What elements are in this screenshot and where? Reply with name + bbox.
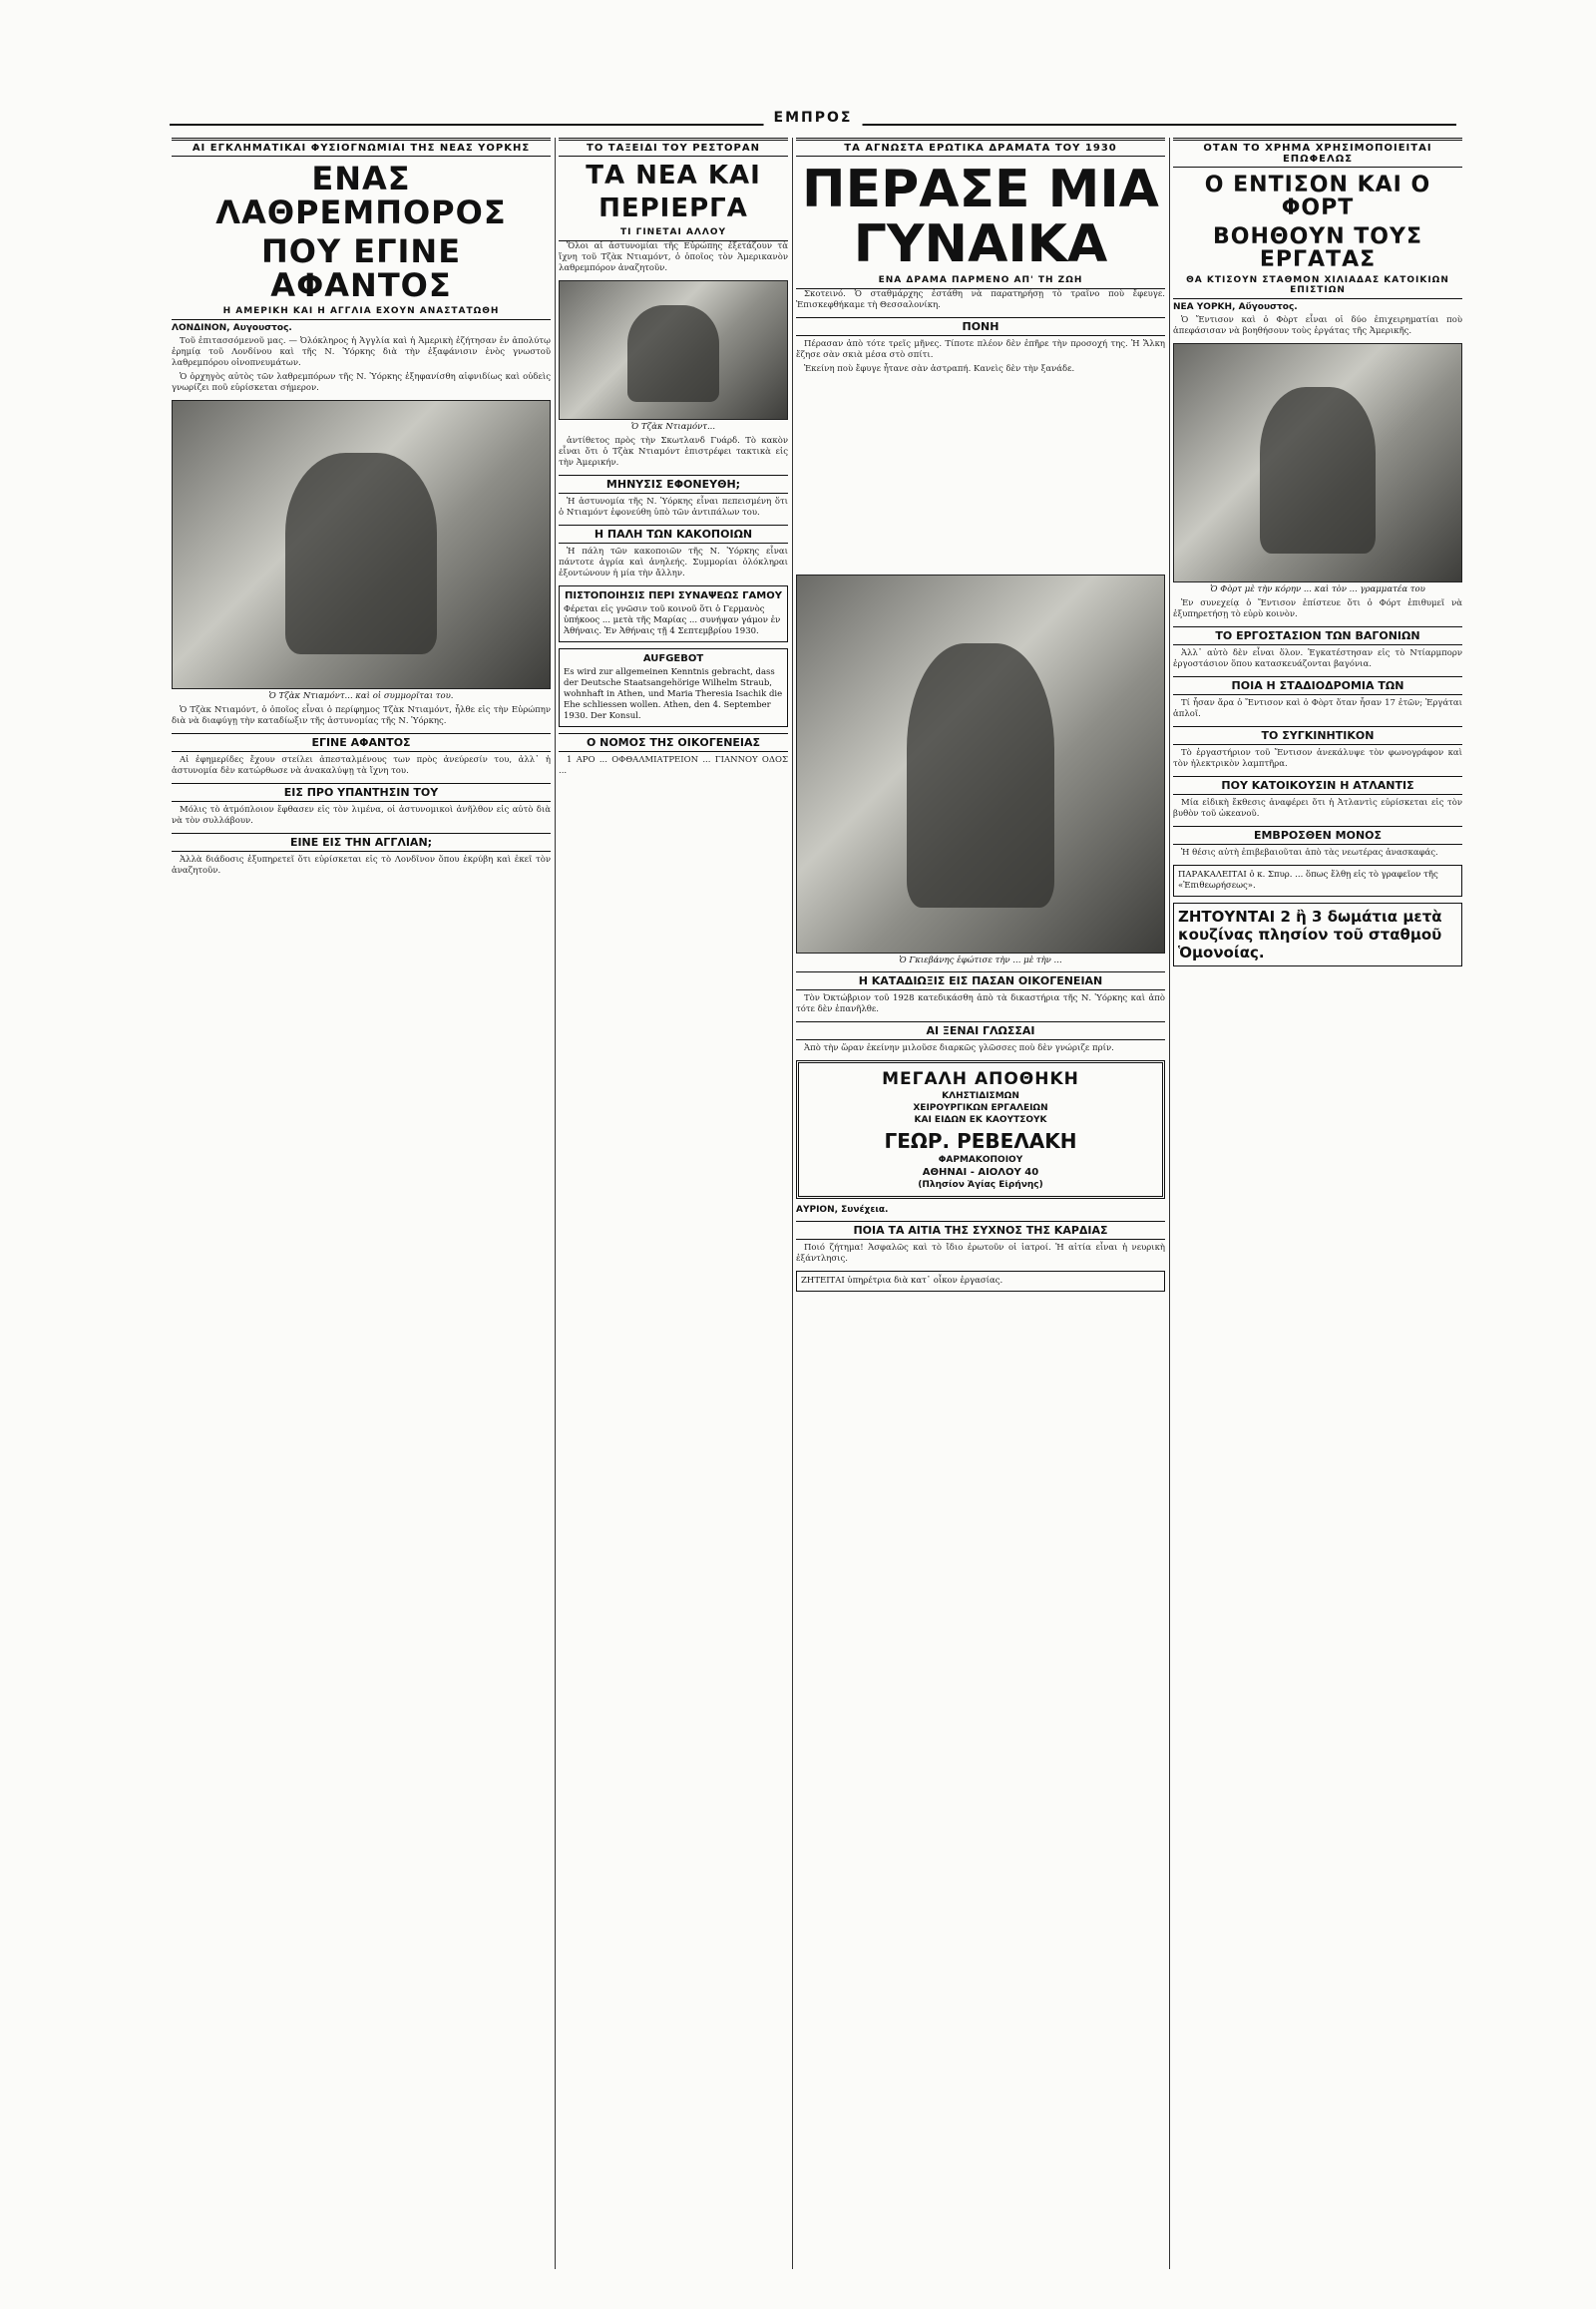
dateline: ΛΟΝΔΙΝΟΝ, Αυγουστος. [172,323,292,334]
photo [172,400,551,689]
photo-caption: Ὁ Φὸρτ μὲ τὴν κόρην ... καὶ τὸν ... γραμματέα του [1210,584,1425,595]
section-heading: ΤΟ ΣΥΓΚΙΝΗΤΙΚΟΝ [1173,726,1462,745]
classified-ad: ΖΗΤΕΙΤΑΙ ὑπηρέτρια διὰ κατ᾿ οἶκον ἐργασίας. [796,1271,1165,1292]
article-body [559,497,788,519]
paragraph: Αἱ ἐφημερίδες ἔχουν στείλει ἀπεσταλμένους των πρὸς ἀνεύρεσίν του, ἀλλ᾿ ἡ ἀστυνομία δὲν κατώρθωσε νὰ ἀνακαλύψῃ τὰ ἴχνη του. [172,755,551,777]
article-body [559,755,788,777]
german-notice [559,648,788,727]
subhead: ΤΙ ΓΙΝΕΤΑΙ ΑΛΛΟΥ [559,225,788,241]
headline-line-1: Ο ΕΝΤΙΣΟΝ ΚΑΙ Ο ΦΟΡΤ [1204,173,1431,221]
section-heading: ΠΟΙΑ Η ΣΤΑΔΙΟΔΡΟΜΙΑ ΤΩΝ [1173,676,1462,695]
column-divider [1169,138,1170,2269]
paragraph: Τί ἦσαν ἄρα ὁ Ἔντισον καὶ ὁ Φὸρτ ὅταν ἦσαν 17 ἐτῶν; Ἐργάται ἁπλοῖ. [1173,698,1462,720]
paragraph: Ὅλοι αἱ ἀστυνομίαι τῆς Εὐρώπης ἐξετάζουν τὰ ἴχνη τοῦ Τζὰκ Ντιαμόντ, ὁ ὁποῖος τὸν Ἀμερικανὸν λαθρεμπόρον ἀναζητοῦν. [559,240,788,273]
paragraph: Μία εἰδικὴ ἔκθεσις ἀναφέρει ὅτι ἡ Ἀτλαντὶς εὑρίσκεται εἰς τὸν βυθὸν τοῦ ὠκεανοῦ. [1173,798,1462,820]
paragraph: Τὸν Ὀκτώβριον τοῦ 1928 κατεδικάσθη ἀπὸ τὰ δικαστήρια τῆς Ν. Ὑόρκης καὶ ἀπὸ τότε δὲν ἐπανῆλθε. [796,993,1165,1015]
photo-caption: Ὁ Τζὰκ Ντιαμόντ... καὶ οἱ συμμορῖται του. [268,691,454,702]
article-body [796,339,1165,375]
section-heading: ΕΙΝΕ ΕΙΣ ΤΗΝ ΑΓΓΛΙΑΝ; [172,833,551,852]
section-heading: ΤΟ ΕΡΓΟΣΤΑΣΙΟΝ ΤΩΝ ΒΑΓΟΝΙΩΝ [1173,626,1462,645]
headline-line-1: ΤΑ ΝΕΑ ΚΑΙ [586,161,761,191]
paragraph: Πέρασαν ἀπὸ τότε τρεῖς μῆνες. Τίποτε πλέον δὲν ἐπῆρε τὴν προσοχή της. Ἡ Ἄλκη ἔζησε σὰν σκιὰ μέσα στὸ σπίτι. [796,339,1165,361]
section-heading: ΠΟΥ ΚΑΤΟΙΚΟΥΣΙΝ Η ΑΤΛΑΝΤΙΣ [1173,776,1462,795]
paragraph: Ἀπὸ τὴν ὥραν ἐκείνην μιλοῦσε διαρκῶς γλῶσσες ποὺ δὲν γνώριζε πρίν. [804,1043,1114,1054]
article-body [1173,698,1462,720]
advertisement-revelaki [796,1060,1165,1199]
masthead [170,110,1456,132]
ad-role: ΦΑΡΜΑΚΟΠΟΙΟΥ [938,1155,1023,1166]
paragraph: Ἡ ἀστυνομία τῆς Ν. Ὑόρκης εἶναι πεπεισμένη ὅτι ὁ Ντιαμόντ ἐφονεύθη ὑπὸ τῶν ἀντιπάλων του. [559,496,788,518]
kicker: ΤΑ ΑΓΝΩΣΤΑ ΕΡΩΤΙΚΑ ΔΡΑΜΑΤΑ ΤΟΥ 1930 [796,138,1165,157]
article-body [559,241,788,274]
paragraph: Ἀλλὰ διάδοσις ἐξυπηρετεῖ ὅτι εὑρίσκεται εἰς τὸ Λονδῖνον ὅπου ἐκρύβη καὶ ἐκεῖ τὸν ἀναζητοῦν. [172,855,551,877]
subhead: ΕΝΑ ΔΡΑΜΑ ΠΑΡΜΕΝΟ ΑΠ' ΤΗ ΖΩΗ [796,273,1165,289]
photo [796,575,1165,954]
section-heading: ΠΟΝΗ [796,317,1165,336]
section-heading: ΠΟΙΑ ΤΑ ΑΙΤΙΑ ΤΗΣ ΣΥΧΝΟΣ ΤΗΣ ΚΑΡΔΙΑΣ [796,1221,1165,1240]
ad-title: ΜΕΓΑΛΗ ΑΠΟΘΗΚΗ [882,1069,1079,1090]
article-edison-ford [1173,138,1462,2269]
section-heading: ΕΜΒΡΟΣΘΕΝ ΜΟΝΟΣ [1173,826,1462,845]
article-woman [796,138,1165,2269]
article-body [1173,648,1462,670]
column-divider [555,138,556,2269]
headline-line-2: ΒΟΗΘΟΥΝ ΤΟΥΣ ΕΡΓΑΤΑΣ [1213,224,1422,273]
paragraph: Ποιό ζήτημα! Ἀσφαλῶς καὶ τὸ ἴδιο ἐρωτοῦν οἱ ἰατροί. Ἡ αἰτία εἶναι ἡ νευρικὴ ἐξάντλησις. [796,1243,1165,1265]
ad-subtitle: ΧΕΙΡΟΥΡΓΙΚΩΝ ΕΡΓΑΛΕΙΩΝ [913,1103,1048,1114]
notice-text: Es wird zur allgemeinen Kenntnis gebracht, dass der Deutsche Staatsangehörige Wilhelm Straub, wohnhaft in Athen, und Maria Theresia Isachik die Ehe schliessen wollen. Athen, den 4. September 1930. Der Konsul. [564,666,783,721]
newspaper-title: ΕΜΠΡΟΣ [764,110,863,126]
ad-name: ΓΕΩΡ. ΡΕΒΕΛΑΚΗ [884,1129,1077,1154]
article-news [559,138,788,2269]
article-body [1173,798,1462,820]
article-smuggler [172,138,551,2269]
article-body [172,705,551,727]
article-body [559,436,788,469]
article-body [172,336,551,394]
photo [559,280,788,420]
paragraph: Ἐκείνη ποὺ ἔφυγε ἦτανε σὰν ἀστραπή. Κανεὶς δὲν τὴν ξανάδε. [804,364,1075,375]
article-body [1173,598,1462,620]
section-heading: Η ΚΑΤΑΔΙΩΞΙΣ ΕΙΣ ΠΑΣΑΝ ΟΙΚΟΓΕΝΕΙΑΝ [796,971,1165,990]
notice-heading: ΠΙΣΤΟΠΟΙΗΣΙΣ ΠΕΡΙ ΣΥΝΑΨΕΩΣ ΓΑΜΟΥ [565,589,782,601]
notice-heading: AUFGEBOT [642,652,704,664]
section-heading: ΕΙΣ ΠΡΟ ΥΠΑΝΤΗΣΙΝ ΤΟΥ [172,783,551,802]
paragraph: ἀντίθετος πρὸς τὴν Σκωτλανδ Γυάρδ. Τὸ κακὸν εἶναι ὅτι ὁ Τζὰκ Ντιαμόντ ἐπιστρέφει τακτικὰ εἰς τὴν Ἀμερικήν. [559,435,788,468]
article-body [559,547,788,579]
classified-notice: ΖΗΤΟΥΝΤΑΙ 2 ἢ 3 δωμάτια μετὰ κουζίνας πλησίον τοῦ σταθμοῦ Ὁμονοίας. [1173,903,1462,966]
photo-caption: Ὁ Γκιεβάνης ἐφώτισε τὴν ... μὲ τὴν ... [899,956,1062,966]
article-body [796,1243,1165,1265]
photo [1173,343,1462,582]
article-body [172,855,551,877]
headline-line-2: ΠΕΡΙΕΡΓΑ [598,193,748,224]
photo-caption: Ὁ Τζὰκ Ντιαμόντ... [630,421,716,432]
subhead: Η ΑΜΕΡΙΚΗ ΚΑΙ Η ΑΓΓΛΙΑ ΕΧΟΥΝ ΑΝΑΣΤΑΤΩΘΗ [172,304,551,320]
paragraph: Τὸ ἐργαστήριον τοῦ Ἔντισον ἀνεκάλυψε τὸν φωνογράφον καὶ τὸν ἠλεκτρικὸν λαμπτῆρα. [1173,748,1462,770]
article-body [172,805,551,827]
paragraph: Ὁ ὀρχηγὸς αὐτὸς τῶν λαθρεμπόρων τῆς Ν. Ὑόρκης ἐξηφανίσθη αἰφνιδίως καὶ οὐδεὶς γνωρίζει ποῦ εὑρίσκεται σήμερον. [172,372,551,394]
headline-line-2: ΠΟΥ ΕΓΙΝΕ ΑΦΑΝΤΟΣ [260,232,462,304]
classified-notice: ΠΑΡΑΚΑΛΕΙΤΑΙ ὁ κ. Σπυρ. ... ὅπως ἔλθῃ εἰς τὸ γραφεῖον τῆς «Ἐπιθεωρήσεως». [1173,865,1462,897]
article-body [172,755,551,777]
section-heading: Ο ΝΟΜΟΣ ΤΗΣ ΟΙΚΟΓΕΝΕΙΑΣ [559,733,788,752]
article-body [796,289,1165,311]
paragraph: Ἡ θέσις αὐτὴ ἐπιβεβαιοῦται ἀπὸ τὰς νεωτέρας ἀνασκαφάς. [1181,848,1438,859]
ad-note: (Πλησίον Ἁγίας Εἰρήνης) [918,1180,1043,1191]
paragraph: Ἐν συνεχείᾳ ὁ Ἔντισον ἐπίστευε ὅτι ὁ Φόρτ ἐπιθυμεῖ νὰ ἐξυπηρετήσῃ τὸ εὐρὺ κοινὸν. [1173,598,1462,620]
section-heading: Η ΠΑΛΗ ΤΩΝ ΚΑΚΟΠΟΙΩΝ [559,525,788,544]
subhead: ΘΑ ΚΤΙΣΟΥΝ ΣΤΑΘΜΟΝ ΧΙΛΙΑΔΑΣ ΚΑΤΟΙΚΙΩΝ ΕΠΙΣΤΙΩΝ [1173,273,1462,299]
article-body [1173,315,1462,337]
paragraph: Μόλις τὸ ἀτμόπλοιον ἔφθασεν εἰς τὸν λιμένα, οἱ ἀστυνομικοὶ ἀνῆλθον εἰς αὐτὸ διὰ νὰ τὸν συλλάβουν. [172,805,551,827]
ad-address: ΑΘΗΝΑΙ - ΑΙΟΛΟΥ 40 [922,1167,1039,1179]
paragraph: Ὁ Ἔντισον καὶ ὁ Φὸρτ εἶναι οἱ δύο ἐπιχειρηματίαι ποὺ ἀπεφάσισαν νὰ βοηθήσουν τοὺς ἐργάτας τῆς Ἀμερικῆς. [1173,315,1462,337]
column-divider [792,138,793,2269]
article-body [1173,848,1462,859]
paragraph: Ἀλλ᾿ αὐτὸ δὲν εἶναι ὅλον. Ἐγκατέστησαν εἰς τὸ Ντίαρμπορν ἐργοστάσιον ὅπου κατασκευάζονται βαγόνια. [1173,648,1462,670]
section-heading: ΕΓΙΝΕ ΑΦΑΝΤΟΣ [172,733,551,752]
continuation: ΑΥΡΙΟΝ, Συνέχεια. [796,1205,889,1216]
article-body [1173,748,1462,770]
headline-line-1: ΕΝΑΣ ΛΑΘΡΕΜΠΟΡΟΣ [215,160,507,231]
kicker: ΟΤΑΝ ΤΟ ΧΡΗΜΑ ΧΡΗΣΙΜΟΠΟΙΕΙΤΑΙ ΕΠΩΦΕΛΩΣ [1173,138,1462,168]
section-heading: ΜΗΝΥΣΙΣ ΕΦΟΝΕΥΘΗ; [559,475,788,494]
section-heading: ΑΙ ΞΕΝΑΙ ΓΛΩΣΣΑΙ [796,1021,1165,1040]
paragraph: 1 ΑΡΟ ... ΟΦΘΑΛΜΙΑΤΡΕΙΟΝ ... ΓΙΑΝΝΟΥ ΟΔΟΣ ... [559,754,788,776]
paragraph: Ἡ πάλη τῶν κακοποιῶν τῆς Ν. Ὑόρκης εἶναι πάντοτε ἀγρία καὶ ἀνηλεής. Συμμορίαι ὁλόκληραι ἐξοντώνουν ἡ μία τὴν ἄλλην. [559,546,788,578]
ad-subtitle: ΚΛΗΣΤΙΔΙΣΜΩΝ [942,1091,1019,1102]
kicker: ΤΟ ΤΑΞΕΙΔΙ ΤΟΥ ΡΕΣΤΟΡΑΝ [559,138,788,157]
article-body [796,993,1165,1015]
headline: ΠΕΡΑΣΕ ΜΙΑ ΓΥΝΑΙΚΑ [802,160,1159,274]
ad-subtitle: ΚΑΙ ΕΙΔΩΝ ΕΚ ΚΑΟΥΤΣΟΥΚ [914,1115,1047,1126]
dateline: ΝΕΑ ΥΟΡΚΗ, Αὔγουστος. [1173,302,1298,313]
kicker: ΑΙ ΕΓΚΛΗΜΑΤΙΚΑΙ ΦΥΣΙΟΓΝΩΜΙΑΙ ΤΗΣ ΝΕΑΣ ΥΟΡΚΗΣ [172,138,551,157]
marriage-notice [559,585,788,642]
paragraph: Τοῦ ἐπιτασσόμενοῦ μας. — Ὀλόκληρος ἡ Ἀγγλία καὶ ἡ Ἀμερικὴ ἐζήτησαν ἐν ἀπολύτῳ ἐρημίᾳ τοῦ Λονδίνου καὶ τῆς Ν. Ὑόρκης διὰ τὴν ἐξαφάνισιν ἑνὸς γνωστοῦ λαθρεμπόρου οἰνοπνευμάτων. [172,336,551,369]
article-body [796,1043,1165,1054]
notice-text: Φέρεται εἰς γνῶσιν τοῦ κοινοῦ ὅτι ὁ Γερμανὸς ὑπήκοος ... μετὰ τῆς Μαρίας ... συνήψαν γάμον ἐν Ἀθήναις. Ἐν Ἀθήναις τῇ 4 Σεπτεμβρίου 1930. [564,603,781,636]
paragraph: Σκοτεινό. Ὁ σταθμάρχης ἐστάθη νὰ παρατηρήσῃ τὸ τραῖνο ποὺ ἔφευγε. Ἐπισκεφθήκαμε τὴ Θεσσαλονίκη. [796,289,1165,311]
paragraph: Ὁ Τζὰκ Ντιαμόντ, ὁ ὁποῖος εἶναι ὁ περίφημος Τζὰκ Ντιαμόντ, ἦλθε εἰς τὴν Εὐρώπην διὰ νὰ διαφύγῃ τὴν καταδίωξιν τῆς ἀστυνομίας τῆς Ν. Ὑόρκης. [172,705,551,727]
